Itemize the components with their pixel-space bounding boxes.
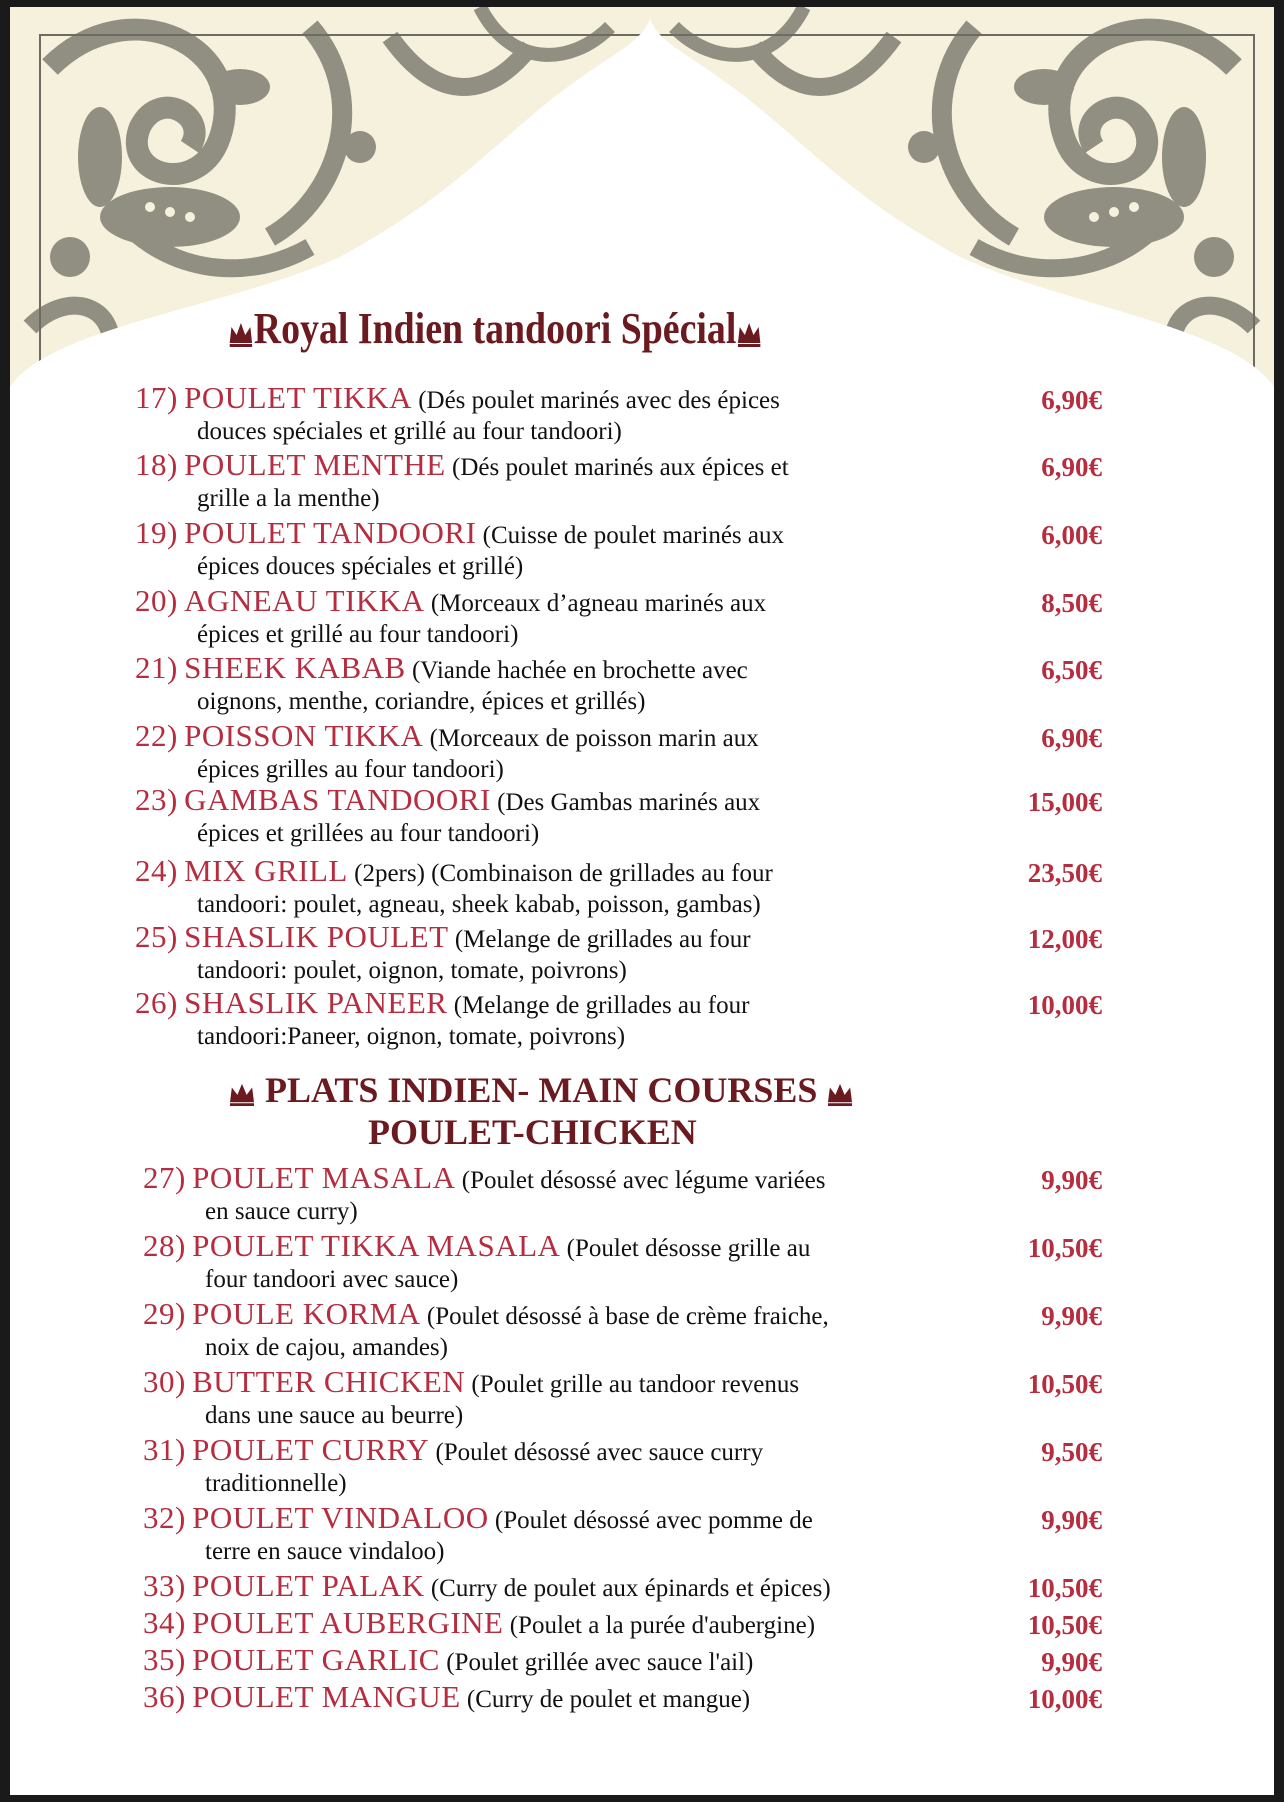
menu-item-description-cont: tandoori: poulet, agneau, sheek kabab, poisson, gambas) [197, 891, 761, 918]
menu-item-price: 10,50€ [1027, 1573, 1102, 1603]
menu-item-name: SHASLIK PANEER [184, 985, 448, 1020]
menu-item-description-cont: oignons, menthe, coriandre, épices et grillés) [197, 688, 646, 715]
menu-item-description: (Cuisse de poulet marinés aux [482, 522, 784, 549]
menu-item-description-cont: en sauce curry) [205, 1198, 358, 1225]
menu-item [143, 1366, 1143, 1431]
menu-item-number: 21) [135, 650, 178, 685]
section-subtitle-text: POULET-CHICKEN [368, 1112, 697, 1152]
menu-item-description-cont: traditionnelle) [205, 1470, 347, 1497]
menu-item-line [143, 1434, 1143, 1468]
menu-item-name: POULET VINDALOO [192, 1500, 489, 1535]
menu-item-line [135, 517, 1135, 551]
menu-item-description: (Poulet désossé avec pomme de [494, 1507, 813, 1534]
menu-item-number: 26) [135, 985, 178, 1020]
menu-item-price: 6,00€ [1041, 520, 1102, 550]
menu-item [135, 449, 1135, 514]
menu-item-name: POULET MASALA [192, 1160, 456, 1195]
menu-item-line [143, 1298, 1143, 1332]
menu-item-description-cont: four tandoori avec sauce) [205, 1266, 459, 1293]
menu-item-line [143, 1570, 1143, 1604]
menu-item-number: 35) [143, 1642, 186, 1677]
menu-item-price: 23,50€ [1027, 858, 1102, 888]
menu-item-description: (Poulet a la purée d'aubergine) [509, 1612, 816, 1639]
menu-item [135, 517, 1135, 582]
menu-item-number: 20) [135, 583, 178, 618]
menu-item-description: (Morceaux d’agneau marinés aux [430, 590, 767, 617]
menu-item-line [135, 987, 1135, 1021]
menu-item [135, 784, 1135, 849]
menu-item-line [143, 1681, 1143, 1715]
menu-item-number: 23) [135, 782, 178, 817]
menu-item [143, 1162, 1143, 1227]
menu-item-line [143, 1607, 1143, 1641]
menu-item-description: (Morceaux de poisson marin aux [429, 725, 759, 752]
menu-item-description-cont: grille a la menthe) [197, 485, 380, 512]
menu-item-description-cont: épices douces spéciales et grillé) [197, 553, 524, 580]
menu-item-price: 9,90€ [1041, 1165, 1102, 1195]
menu-item-name: POULET TIKKA MASALA [192, 1228, 561, 1263]
menu-item-price: 10,00€ [1027, 1684, 1102, 1714]
menu-item-price: 6,90€ [1041, 723, 1102, 753]
menu-item-description: (Dés poulet marinés avec des épices [418, 387, 780, 414]
menu-item-description-cont: terre en sauce vindaloo) [205, 1538, 445, 1565]
menu-item-line [143, 1644, 1143, 1678]
menu-item-price: 12,00€ [1027, 924, 1102, 954]
menu-item-line [135, 585, 1135, 619]
menu-item [135, 987, 1135, 1052]
menu-item-number: 29) [143, 1296, 186, 1331]
menu-item [143, 1230, 1143, 1295]
menu-item-description-cont: tandoori:Paneer, oignon, tomate, poivrons) [197, 1023, 626, 1050]
menu-item-description: (Curry de poulet aux épinards et épices) [430, 1575, 831, 1602]
menu-item [143, 1644, 1143, 1678]
menu-item-line [143, 1502, 1143, 1536]
menu-item-description: (Dés poulet marinés aux épices et [452, 454, 789, 481]
menu-item [135, 652, 1135, 717]
menu-item-number: 24) [135, 853, 178, 888]
menu-item-description-cont: dans une sauce au beurre) [205, 1402, 464, 1429]
menu-item-name: POULET MANGUE [192, 1679, 461, 1714]
menu-item-price: 6,90€ [1041, 452, 1102, 482]
section-title-tandoori [228, 303, 762, 358]
menu-item-price: 9,90€ [1041, 1301, 1102, 1331]
crown-icon [228, 307, 254, 358]
menu-item-number: 33) [143, 1568, 186, 1603]
menu-item-price: 6,90€ [1041, 385, 1102, 415]
menu-item-description: (Melange de grillades au four [454, 926, 751, 953]
menu-item-name: POULET TANDOORI [184, 515, 477, 550]
menu-item-description: (Poulet désossé à base de crème fraiche, [426, 1303, 829, 1330]
menu-item-description: (Poulet grille au tandoor revenus [471, 1371, 800, 1398]
menu-item-number: 18) [135, 447, 178, 482]
menu-item [135, 720, 1135, 785]
menu-item-name: POULE KORMA [192, 1296, 421, 1331]
menu-item [135, 382, 1135, 447]
menu-item-description: (Curry de poulet et mangue) [466, 1686, 751, 1713]
menu-item-number: 31) [143, 1432, 186, 1467]
menu-item-name: MIX GRILL [184, 853, 348, 888]
menu-item-line [135, 720, 1135, 754]
menu-item-description: (Poulet grillée avec sauce l'ail) [446, 1649, 754, 1676]
menu-item-number: 17) [135, 380, 178, 415]
menu-item-line [143, 1162, 1143, 1196]
menu-item-line [143, 1366, 1143, 1400]
menu-item-name: POULET TIKKA [184, 380, 412, 415]
menu-item-number: 25) [135, 919, 178, 954]
menu-item-price: 9,50€ [1041, 1437, 1102, 1467]
menu-item [143, 1607, 1143, 1641]
menu-item-description-cont: tandoori: poulet, oignon, tomate, poivrons) [197, 957, 627, 984]
menu-item-line [135, 652, 1135, 686]
menu-item-name: POULET MENTHE [184, 447, 446, 482]
menu-item-name: SHASLIK POULET [184, 919, 449, 954]
menu-item-number: 34) [143, 1605, 186, 1640]
menu-item-name: SHEEK KABAB [184, 650, 406, 685]
menu-item-price: 10,50€ [1027, 1610, 1102, 1640]
section-title-text: PLATS INDIEN- MAIN COURSES [265, 1070, 818, 1110]
menu-item-name: POULET CURRY [192, 1432, 430, 1467]
menu-item-name: POULET PALAK [192, 1568, 425, 1603]
menu-item-price: 15,00€ [1027, 787, 1102, 817]
menu-item [143, 1570, 1143, 1604]
menu-item-price: 9,90€ [1041, 1505, 1102, 1535]
menu-item-description-cont: noix de cajou, amandes) [205, 1334, 448, 1361]
menu-item-line [135, 921, 1135, 955]
menu-item [135, 921, 1135, 986]
section-title-main-courses [228, 1069, 854, 1115]
menu-item-description: (Des Gambas marinés aux [497, 789, 761, 816]
menu-item-line [135, 784, 1135, 818]
menu-item-number: 27) [143, 1160, 186, 1195]
menu-item-name: BUTTER CHICKEN [192, 1364, 466, 1399]
menu-item-line [143, 1230, 1143, 1264]
menu-item-price: 6,50€ [1041, 655, 1102, 685]
crown-icon [736, 307, 762, 358]
menu-item [135, 855, 1135, 920]
menu-item-name: POULET AUBERGINE [192, 1605, 504, 1640]
menu-item-price: 9,90€ [1041, 1647, 1102, 1677]
menu-item-line [135, 855, 1135, 889]
menu-item-price: 10,00€ [1027, 990, 1102, 1020]
menu-item-number: 22) [135, 718, 178, 753]
menu-item-price: 8,50€ [1041, 588, 1102, 618]
menu-item [143, 1298, 1143, 1363]
menu-item-line [135, 382, 1135, 416]
menu-item-number: 32) [143, 1500, 186, 1535]
crown-icon [228, 1073, 256, 1115]
menu-item-number: 30) [143, 1364, 186, 1399]
menu-item-description: (Poulet désosse grille au [566, 1235, 811, 1262]
menu-item-name: AGNEAU TIKKA [184, 583, 425, 618]
menu-item-number: 28) [143, 1228, 186, 1263]
menu-item-name: POULET GARLIC [192, 1642, 440, 1677]
menu-item [143, 1681, 1143, 1715]
crown-icon [826, 1073, 854, 1115]
menu-item-price: 10,50€ [1027, 1369, 1102, 1399]
menu-item-name: POISSON TIKKA [184, 718, 424, 753]
menu-item-description: (Viande hachée en brochette avec [411, 657, 748, 684]
menu-item-name: GAMBAS TANDOORI [184, 782, 491, 817]
menu-item-description-cont: épices grilles au four tandoori) [197, 756, 504, 783]
menu-item [135, 585, 1135, 650]
section-title-text: Royal Indien tandoori Spécial [253, 304, 737, 353]
menu-item [143, 1502, 1143, 1567]
menu-item-line [135, 449, 1135, 483]
menu-item-description: (Poulet désossé avec légume variées [461, 1167, 826, 1194]
menu-item [143, 1434, 1143, 1499]
menu-content [10, 7, 1274, 1795]
menu-item-number: 19) [135, 515, 178, 550]
menu-item-description: (Melange de grillades au four [453, 992, 750, 1019]
menu-item-description: (2pers) (Combinaison de grillades au four [354, 860, 773, 887]
menu-item-price: 10,50€ [1027, 1233, 1102, 1263]
menu-item-description-cont: douces spéciales et grillé au four tandoori) [197, 418, 622, 445]
section-subtitle-chicken [368, 1111, 697, 1153]
menu-page [10, 7, 1274, 1795]
menu-item-description: (Poulet désossé avec sauce curry [435, 1439, 764, 1466]
menu-item-number: 36) [143, 1679, 186, 1714]
menu-item-description-cont: épices et grillé au four tandoori) [197, 621, 519, 648]
menu-item-description-cont: épices et grillées au four tandoori) [197, 820, 540, 847]
